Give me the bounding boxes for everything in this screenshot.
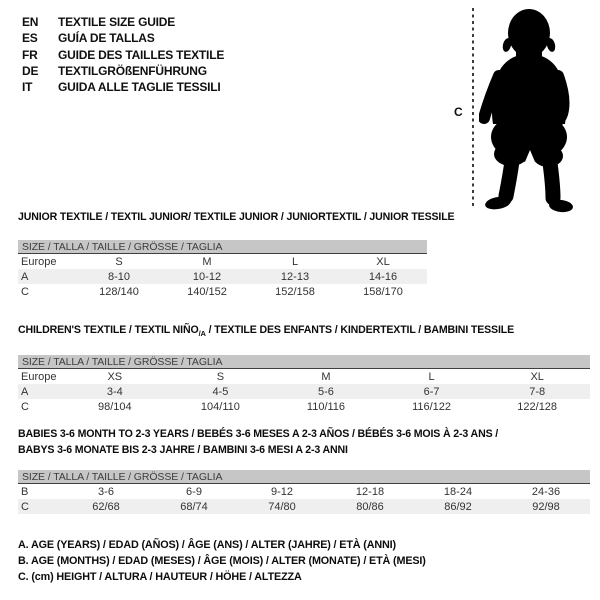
age-cell: 7-8 (529, 385, 546, 398)
title-line-1: BABIES 3-6 MONTH TO 2-3 YEARS / BEBÉS 3-6 MESES A 2-3 AÑOS / BÉBÉS 3-6 MOIS À 2-3 ANS / (18, 428, 499, 440)
row-label: Europe (21, 255, 57, 268)
height-measure-dashed-line (472, 8, 474, 206)
age-cell: 6-7 (423, 385, 440, 398)
size-cell: S (216, 370, 225, 383)
lang-code: DE (22, 63, 39, 78)
height-cell: 128/140 (99, 285, 139, 298)
lang-code: FR (22, 47, 38, 62)
title-line-2: BABYS 3-6 MONATE BIS 2-3 JAHRE / BAMBINI 3-6 MESI A 2-3 ANNI (18, 443, 348, 456)
table-row-height (18, 284, 427, 299)
size-header-bar: SIZE / TALLA / TAILLE / GRÖSSE / TAGLIA (18, 240, 427, 254)
height-cell: 152/158 (275, 285, 315, 298)
legend-footnotes (18, 537, 426, 585)
size-cell: XL (530, 370, 544, 383)
size-cell: S (115, 255, 123, 268)
age-cell: 10-12 (192, 270, 222, 283)
age-cell: 4-5 (212, 385, 229, 398)
size-header-bar: SIZE / TALLA / TAILLE / GRÖSSE / TAGLIA (18, 355, 590, 369)
table-row-europe (18, 369, 590, 384)
title-subscript: /A (198, 329, 206, 339)
height-cell: 104/110 (200, 400, 240, 413)
babies-textile-table (18, 427, 590, 514)
childrens-textile-table (18, 324, 590, 414)
row-label: A (21, 270, 29, 283)
height-cell: 98/104 (97, 400, 132, 413)
height-cell: 140/152 (187, 285, 227, 298)
age-cell: 8-10 (107, 270, 131, 283)
height-cell: 122/128 (517, 400, 558, 413)
height-cell: 62/68 (92, 500, 120, 513)
lang-title-text: GUIDA ALLE TAGLIE TESSILI (58, 80, 221, 95)
table-row-europe (18, 254, 427, 269)
table-title: JUNIOR TEXTILE / TEXTIL JUNIOR/ TEXTILE JUNIOR / JUNIORTEXTIL / JUNIOR TESSILE (18, 211, 455, 223)
table-title (18, 427, 590, 458)
months-cell: 18-24 (443, 485, 473, 498)
lang-row-fr (22, 47, 224, 63)
size-cell: L (291, 255, 299, 268)
height-cell: 92/98 (532, 500, 560, 513)
junior-textile-table (18, 211, 455, 299)
title-text: CHILDREN'S TEXTILE / TEXTIL NIÑO (18, 324, 199, 336)
height-label-c: C (454, 105, 463, 119)
months-cell: 24-36 (531, 485, 561, 498)
lang-row-it (22, 79, 224, 95)
lang-code: IT (22, 80, 33, 95)
age-cell: 12-13 (280, 270, 310, 283)
height-cell: 80/86 (356, 500, 384, 513)
height-cell: 110/116 (306, 400, 346, 413)
lang-row-de (22, 63, 224, 79)
language-title-block (22, 14, 224, 95)
table-row-height (18, 499, 590, 514)
size-cell: L (428, 370, 435, 383)
height-cell: 68/74 (180, 500, 208, 513)
lang-title-text: TEXTILE SIZE GUIDE (58, 15, 176, 29)
lang-row-en (22, 14, 224, 30)
toddler-silhouette (479, 6, 579, 213)
table-row-age (18, 384, 590, 399)
size-cell: M (321, 370, 331, 383)
height-cell: 86/92 (444, 500, 472, 513)
lang-title-text: TEXTILGRÖßENFÜHRUNG (58, 63, 207, 78)
lang-code: EN (22, 15, 39, 29)
row-label: C (21, 285, 29, 298)
months-cell: 12-18 (355, 485, 385, 498)
row-label: C (21, 500, 29, 513)
age-cell: 14-16 (368, 270, 398, 283)
months-cell: 9-12 (270, 485, 294, 498)
footnote-b: B. AGE (MONTHS) / EDAD (MESES) / ÂGE (MOIS) / ALTER (MONATE) / ETÀ (MESI) (18, 555, 426, 568)
size-cell: XL (376, 255, 390, 268)
table-row-age (18, 269, 427, 284)
lang-row-es (22, 30, 224, 46)
lang-title-text: GUÍA DE TALLAS (58, 31, 155, 46)
age-cell: 3-4 (106, 385, 123, 398)
height-cell: 158/170 (363, 285, 403, 298)
row-label: A (21, 385, 29, 398)
table-row-months (18, 484, 590, 499)
size-header-bar: SIZE / TALLA / TAILLE / GRÖSSE / TAGLIA (18, 470, 590, 484)
months-cell: 6-9 (186, 485, 202, 498)
footnote-c: C. (cm) HEIGHT / ALTURA / HAUTEUR / HÖHE / ALTEZZA (18, 571, 302, 584)
lang-code: ES (22, 31, 38, 46)
age-cell: 5-6 (318, 385, 334, 398)
lang-title-text: GUIDE DES TAILLES TEXTILE (58, 47, 225, 62)
title-text: / TEXTILE DES ENFANTS / KINDERTEXTIL / BAMBINI TESSILE (205, 324, 514, 336)
size-cell: M (202, 255, 212, 268)
size-cell: XS (107, 370, 123, 383)
row-label: C (21, 400, 29, 413)
height-cell: 116/122 (412, 400, 452, 413)
footnote-a: A. AGE (YEARS) / EDAD (AÑOS) / ÂGE (ANS) / ALTER (JAHRE) / ETÀ (ANNI) (18, 539, 396, 551)
table-title (18, 324, 590, 340)
row-label: Europe (21, 370, 57, 383)
table-row-height (18, 399, 590, 414)
row-label: B (21, 485, 29, 498)
height-cell: 74/80 (268, 500, 296, 513)
months-cell: 3-6 (98, 485, 114, 498)
